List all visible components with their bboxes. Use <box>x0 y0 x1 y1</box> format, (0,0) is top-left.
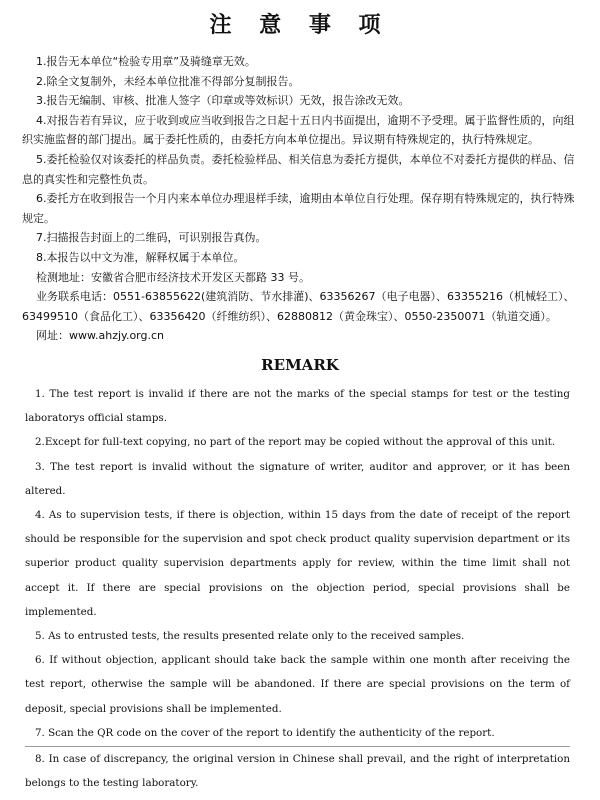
remark-item-3: 3. The test report is invalid without the signature of writer, auditor and approver, or it has been altered. <box>25 460 570 497</box>
contact-phones: 业务联系电话：0551-63855622(建筑消防、节水排灌)、63356267（电子电器）、63355216（机械轻工）、63499510（食品化工）、63356420（纤维纺织）、62880812（黄金珠宝）、0550-2350071（轨道交通）。 <box>22 290 575 323</box>
notice-item-cn-7: 7.扫描报告封面上的二维码，可识别报告真伪。 <box>36 231 267 245</box>
notice-title-cn: 注 意 事 项 <box>209 12 391 38</box>
remark-item-5: 5. As to entrusted tests, the results presented relate only to the received samples. <box>35 630 465 643</box>
notice-item-cn-2: 2.除全文复制外，未经本单位批准不得部分复制报告。 <box>36 74 300 88</box>
remark-list-en <box>25 382 570 795</box>
remark-item-1: 1. The test report is invalid if there are not the marks of the special stamps for test or the testing laboratorys official stamps. <box>25 388 570 425</box>
remark-item-4: 4. As to supervision tests, if there is objection, within 15 days from the date of receipt of the report should be responsible for the supervision and spot check product quality supervision department or its superior product quality supervision departments apply for review, within the time limit shall not accept it. If there are special provisions on the objection period, special provisions shall be implemented. <box>25 509 570 618</box>
notice-list-cn <box>22 52 578 346</box>
remark-item-7: 7. Scan the QR code on the cover of the report to identify the authenticity of the report. <box>35 726 495 739</box>
notice-item-cn-3: 3.报告无编制、审核、批准人签字（印章或等效标识）无效，报告涂改无效。 <box>36 94 410 108</box>
notice-item-cn-8: 8.本报告以中文为准，解释权属于本单位。 <box>36 250 245 264</box>
notice-item-cn-5: 5.委托检验仅对该委托的样品负责。委托检验样品、相关信息为委托方提供，本单位不对委托方提供的样品、信息的真实性和完整性负责。 <box>22 152 575 186</box>
remark-item-2: 2.Except for full-text copying, no part of the report may be copied without the approval of this unit. <box>35 436 556 449</box>
test-address: 检测地址：安徽省合肥市经济技术开发区天都路 33 号。 <box>36 270 310 284</box>
website-url: 网址：www.ahzjy.org.cn <box>36 329 165 343</box>
remark-title: REMARK <box>261 356 339 374</box>
notice-item-cn-4: 4.对报告若有异议，应于收到或应当收到报告之日起十五日内书面提出，逾期不予受理。属于监督性质的，向组织实施监督的部门提出。属于委托性质的，由委托方向本单位提出。异议期有特殊规定的，执行特殊规定。 <box>22 113 575 147</box>
remark-item-8: 8. In case of discrepancy, the original version in Chinese shall prevail, and the right of interpretation belongs to the testing laboratory. <box>25 746 570 795</box>
remark-item-6: 6. If without objection, applicant should take back the sample within one month after receiving the test report, otherwise the sample will be abandoned. If there are special provisions on the term of deposit, special provisions shall be implemented. <box>25 654 570 715</box>
notice-item-cn-1: 1.报告无本单位“检验专用章”及骑缝章无效。 <box>36 55 256 68</box>
notice-item-cn-6: 6.委托方在收到报告一个月内来本单位办理退样手续，逾期由本单位自行处理。保存期有特殊规定的，执行特殊规定。 <box>22 192 575 225</box>
